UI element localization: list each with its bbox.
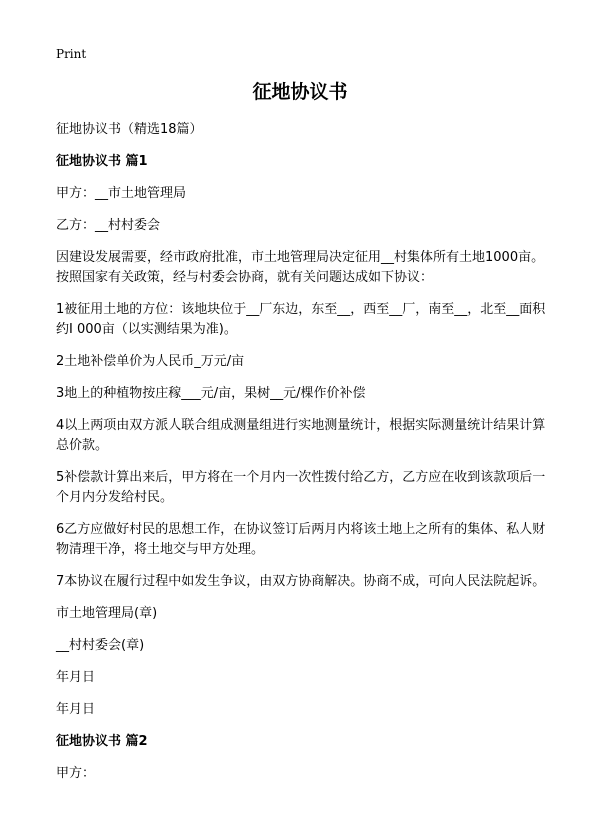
signature-party-a: 市土地管理局(章) bbox=[56, 606, 158, 621]
party-a-line: 甲方：__市土地管理局 bbox=[56, 186, 187, 201]
section2-party-a-line: 甲方： bbox=[56, 766, 96, 781]
clause-1: 1被征用土地的方位：该地块位于__厂东边，东至__，西至__厂，南至__，北至__面积约I 000亩（以实测结果为准)。 bbox=[56, 302, 546, 337]
document-subtitle: 征地协议书（精选18篇） bbox=[56, 122, 203, 137]
print-label: Print bbox=[56, 47, 87, 61]
clause-3: 3地上的种植物按庄稼___元/亩，果树__元/棵作价补偿 bbox=[56, 386, 366, 401]
clause-2: 2土地补偿单价为人民币_万元/亩 bbox=[56, 354, 245, 369]
party-b-line: 乙方：__村村委会 bbox=[56, 218, 161, 233]
intro-paragraph: 因建设发展需要，经市政府批准，市土地管理局决定征用__村集体所有土地1000亩。按照国家有关政策，经与村委会协商，就有关问题达成如下协议： bbox=[56, 250, 545, 285]
document-body bbox=[56, 120, 546, 796]
clause-5: 5补偿款计算出来后，甲方将在一个月内一次性拨付给乙方，乙方应在收到该款项后一个月内分发给村民。 bbox=[56, 470, 546, 505]
date-line-a: 年月日 bbox=[56, 670, 96, 685]
clause-4: 4以上两项由双方派人联合组成测量组进行实地测量统计，根据实际测量统计结果计算总价款。 bbox=[56, 418, 546, 453]
clause-7: 7本协议在履行过程中如发生争议，由双方协商解决。协商不成，可向人民法院起诉。 bbox=[56, 574, 546, 589]
signature-party-b: __村村委会(章) bbox=[56, 638, 145, 653]
clause-6: 6乙方应做好村民的思想工作，在协议签订后两月内将该土地上之所有的集体、私人财物清理干净，将土地交与甲方处理。 bbox=[56, 522, 546, 557]
section-heading-2: 征地协议书 篇2 bbox=[56, 734, 148, 749]
date-line-b: 年月日 bbox=[56, 702, 96, 717]
document-title: 征地协议书 bbox=[252, 81, 348, 103]
section-heading-1: 征地协议书 篇1 bbox=[56, 154, 148, 169]
